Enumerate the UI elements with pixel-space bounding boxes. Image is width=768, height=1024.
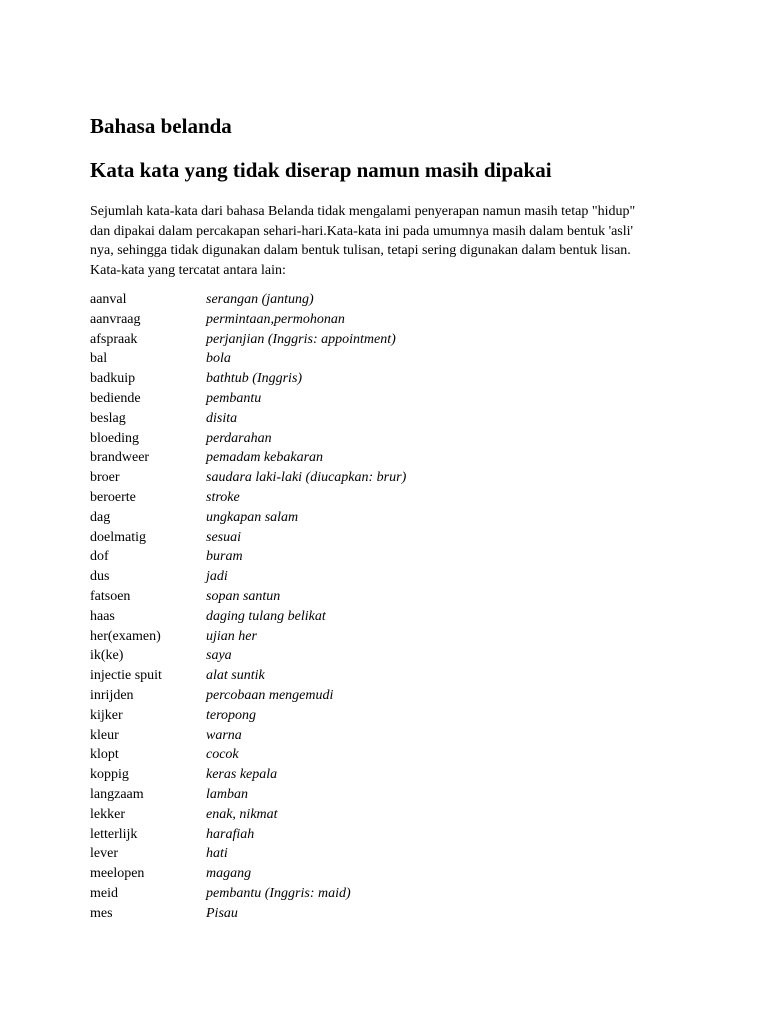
indonesian-meaning: keras kepala <box>206 767 278 783</box>
vocabulary-row <box>90 805 690 825</box>
vocabulary-row <box>90 884 690 904</box>
indonesian-meaning: serangan (jantung) <box>206 292 314 307</box>
dutch-term: meid <box>90 885 118 901</box>
indonesian-meaning: ungkapan salam <box>206 509 299 525</box>
vocabulary-row <box>90 330 690 350</box>
page-title: Bahasa belanda <box>90 114 232 138</box>
indonesian-meaning: saudara laki-laki (diucapkan: brur) <box>206 470 407 486</box>
dutch-term: fatsoen <box>90 588 131 604</box>
dutch-term: lekker <box>90 806 125 822</box>
dutch-term: bloeding <box>90 430 139 446</box>
dutch-term: beroerte <box>90 489 136 505</box>
indonesian-meaning: enak, nikmat <box>206 806 278 822</box>
dutch-term: mes <box>90 905 113 921</box>
vocabulary-row <box>90 528 690 548</box>
vocabulary-row <box>90 409 690 429</box>
dutch-term: bal <box>90 351 108 367</box>
vocabulary-row <box>90 844 690 864</box>
vocabulary-row <box>90 706 690 726</box>
intro-paragraph <box>90 202 690 280</box>
dutch-term: beslag <box>90 410 126 426</box>
dutch-term: koppig <box>90 767 129 783</box>
dutch-term: dag <box>90 509 111 525</box>
dutch-term: inrijden <box>90 687 134 703</box>
indonesian-meaning: lamban <box>206 786 248 802</box>
vocabulary-row <box>90 726 690 746</box>
vocabulary-row <box>90 627 690 647</box>
vocabulary-row <box>90 686 690 706</box>
dutch-term: kleur <box>90 727 119 743</box>
intro-line: Sejumlah kata-kata dari bahasa Belanda tidak mengalami penyerapan namun masih tetap "hidup" <box>90 204 636 219</box>
dutch-term: dof <box>90 549 109 565</box>
vocabulary-row <box>90 567 690 587</box>
dutch-term: klopt <box>90 747 119 763</box>
dutch-term: bediende <box>90 390 141 406</box>
vocabulary-row <box>90 587 690 607</box>
indonesian-meaning: perdarahan <box>206 430 272 446</box>
indonesian-meaning: magang <box>206 866 252 882</box>
intro-line: nya, sehingga tidak digunakan dalam bentuk tulisan, tetapi sering digunakan dalam bentuk lisan. <box>90 243 631 259</box>
vocabulary-row <box>90 666 690 686</box>
vocabulary-row <box>90 389 690 409</box>
dutch-term: injectie spuit <box>90 668 162 684</box>
indonesian-meaning: percobaan mengemudi <box>206 687 334 703</box>
dutch-term: kijker <box>90 707 123 723</box>
vocabulary-row <box>90 349 690 369</box>
vocabulary-row <box>90 765 690 785</box>
indonesian-meaning: warna <box>206 727 242 743</box>
dutch-term: afspraak <box>90 331 138 347</box>
indonesian-meaning: ujian her <box>206 628 257 644</box>
vocabulary-row <box>90 488 690 508</box>
dutch-term: letterlijk <box>90 826 138 842</box>
vocabulary-list <box>90 290 690 924</box>
vocabulary-row <box>90 310 690 330</box>
vocabulary-row <box>90 468 690 488</box>
indonesian-meaning: permintaan,permohonan <box>206 311 345 327</box>
vocabulary-row <box>90 429 690 449</box>
indonesian-meaning: daging tulang belikat <box>206 608 326 624</box>
indonesian-meaning: sesuai <box>206 529 241 545</box>
vocabulary-row <box>90 547 690 567</box>
vocabulary-row <box>90 904 690 924</box>
dutch-term: her(examen) <box>90 628 161 644</box>
indonesian-meaning: bola <box>206 351 231 367</box>
vocabulary-row <box>90 369 690 389</box>
indonesian-meaning: teropong <box>206 707 257 723</box>
dutch-term: badkuip <box>90 371 136 387</box>
dutch-term: haas <box>90 608 115 624</box>
vocabulary-row <box>90 646 690 666</box>
dutch-term: meelopen <box>90 866 145 882</box>
dutch-term: doelmatig <box>90 529 146 545</box>
indonesian-meaning: jadi <box>206 569 228 585</box>
intro-line: Kata-kata yang tercatat antara lain: <box>90 262 286 278</box>
indonesian-meaning: bathtub (Inggris) <box>206 371 303 387</box>
indonesian-meaning: pemadam kebakaran <box>206 450 324 466</box>
indonesian-meaning: saya <box>206 648 232 664</box>
dutch-term: broer <box>90 470 120 486</box>
indonesian-meaning: stroke <box>206 489 240 505</box>
dutch-term: lever <box>90 846 118 862</box>
indonesian-meaning: disita <box>206 410 238 426</box>
intro-line: dan dipakai dalam percakapan sehari-hari.Kata-kata ini pada umumnya masih dalam bentuk 'asli' <box>90 223 634 239</box>
dutch-term: aanvraag <box>90 311 141 327</box>
indonesian-meaning: Pisau <box>206 905 238 921</box>
indonesian-meaning: alat suntik <box>206 668 265 684</box>
vocabulary-row <box>90 785 690 805</box>
dutch-term: dus <box>90 569 110 585</box>
vocabulary-row <box>90 745 690 765</box>
indonesian-meaning: pembantu <box>206 390 262 406</box>
vocabulary-row <box>90 607 690 627</box>
indonesian-meaning: cocok <box>206 747 239 763</box>
dutch-term: brandweer <box>90 450 150 466</box>
indonesian-meaning: pembantu (Inggris: maid) <box>206 885 351 901</box>
indonesian-meaning: harafiah <box>206 826 255 842</box>
section-heading: Kata kata yang tidak diserap namun masih dipakai <box>90 158 552 182</box>
vocabulary-row <box>90 508 690 528</box>
indonesian-meaning: hati <box>206 846 228 862</box>
vocabulary-row <box>90 825 690 845</box>
indonesian-meaning: buram <box>206 549 243 565</box>
indonesian-meaning: perjanjian (Inggris: appointment) <box>206 331 396 347</box>
indonesian-meaning: sopan santun <box>206 588 281 604</box>
dutch-term: langzaam <box>90 786 144 802</box>
vocabulary-row <box>90 864 690 884</box>
vocabulary-row <box>90 290 690 310</box>
vocabulary-row <box>90 448 690 468</box>
dutch-term: aanval <box>90 292 127 307</box>
dutch-term: ik(ke) <box>90 648 124 664</box>
